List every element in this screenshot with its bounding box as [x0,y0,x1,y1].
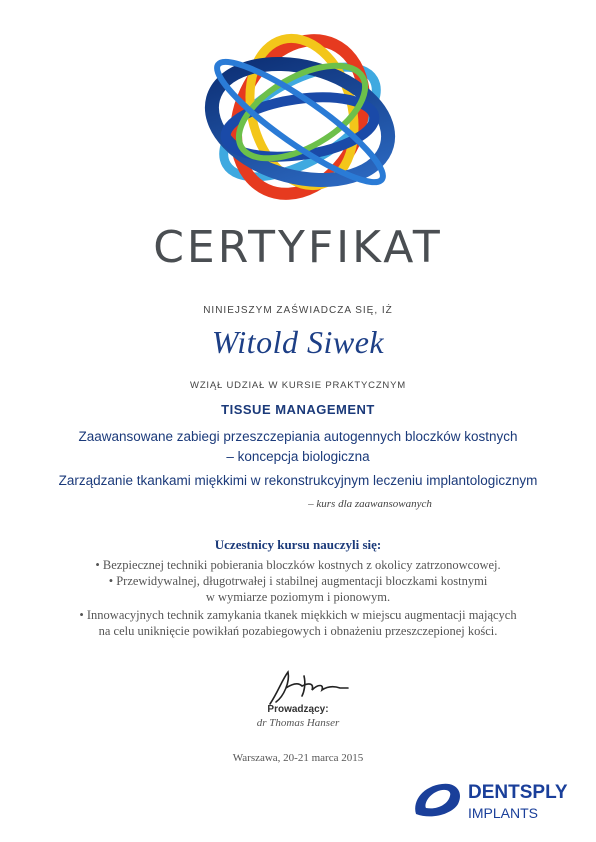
learned-item: na celu uniknięcie powikłań pozabiegowych i obnażeniu przeszczepionej kości. [98,624,498,638]
recipient-name: Witold Siwek [211,324,385,360]
brand-line2: IMPLANTS [468,805,539,821]
course-level: – kurs dla zaawansowanych [308,498,432,510]
course-name: TISSUE MANAGEMENT [221,402,375,417]
globe-logo [190,12,410,217]
learned-item: • Przewidywalnej, długotrwałej i stabilnej augmentacji bloczkami kostnymi [108,574,488,588]
learned-item: • Bezpiecznej techniki pobierania bloczków kostnych z okolicy zatrzonowcowej. [95,558,501,572]
participation-text: WZIĄŁ UDZIAŁ W KURSIE PRAKTYCZNYM [190,380,406,391]
certificate-title: CERTYFIKAT [153,222,443,273]
learned-item: w wymiarze poziomym i pionowym. [205,590,391,604]
intro-text: NINIEJSZYM ZAŚWIADCZA SIĘ, IŻ [203,305,393,316]
course-subtitle-line2: – koncepcja biologiczna [226,449,370,464]
course-subtitle-line3: Zarządzanie tkankami miękkimi w rekonstrukcyjnym leczeniu implantologicznym [58,473,538,488]
leader-name: dr Thomas Hanser [256,717,340,729]
learned-heading: Uczestnicy kursu nauczyli się: [214,537,382,552]
dentsply-logo [410,772,585,827]
brand-line1: DENTSPLY [468,782,568,803]
place-date: Warszawa, 20-21 marca 2015 [232,752,364,764]
course-subtitle-line1: Zaawansowane zabiegi przeszczepiania autogennych bloczków kostnych [78,429,518,444]
learned-item: • Innowacyjnych technik zamykania tkanek miękkich w miejscu augmentacji mających [79,608,517,622]
leader-label: Prowadzący: [267,704,329,715]
